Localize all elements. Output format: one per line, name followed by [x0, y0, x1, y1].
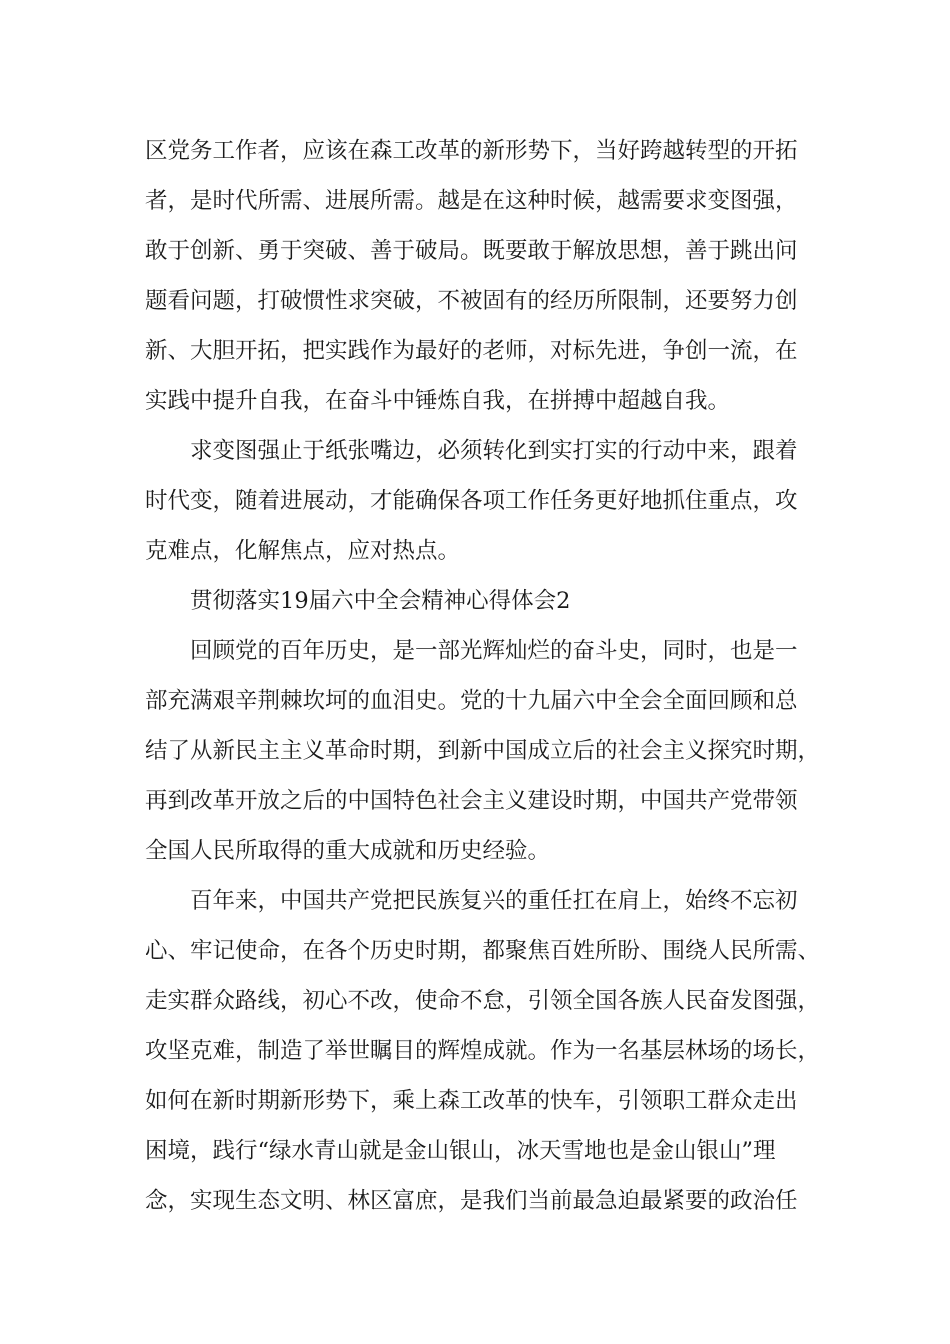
paragraph-line: 区党务工作者，应该在森工改革的新形势下，当好跨越转型的开拓	[145, 138, 798, 164]
paragraph-line: 心、牢记使命，在各个历史时期，都聚焦百姓所盼、围绕人民所需、	[145, 938, 821, 964]
paragraph-line: 实践中提升自我，在奋斗中锤炼自我，在拼搏中超越自我。	[145, 388, 731, 414]
paragraph-line: 百年来，中国共产党把民族复兴的重任扛在肩上，始终不忘初	[190, 888, 798, 914]
paragraph-line: 克难点，化解焦点，应对热点。	[145, 538, 461, 564]
section-heading: 贯彻落实19届六中全会精神心得体会2	[190, 588, 571, 614]
paragraph-line: 走实群众路线，初心不改，使命不怠，引领全国各族人民奋发图强，	[145, 988, 821, 1014]
paragraph-line: 题看问题，打破惯性求突破，不被固有的经历所限制，还要努力创	[145, 288, 798, 314]
paragraph-line: 结了从新民主主义革命时期，到新中国成立后的社会主义探究时期，	[145, 738, 821, 764]
paragraph-line: 回顾党的百年历史，是一部光辉灿烂的奋斗史，同时，也是一	[190, 638, 798, 664]
paragraph-line: 者，是时代所需、进展所需。越是在这种时候，越需要求变图强，	[145, 188, 798, 214]
paragraph-line: 新、大胆开拓，把实践作为最好的老师，对标先进，争创一流，在	[145, 338, 798, 364]
paragraph-line: 全国人民所取得的重大成就和历史经验。	[145, 838, 551, 864]
paragraph-line: 再到改革开放之后的中国特色社会主义建设时期，中国共产党带领	[145, 788, 798, 814]
paragraph-line: 部充满艰辛荆棘坎坷的血泪史。党的十九届六中全会全面回顾和总	[145, 688, 798, 714]
paragraph-line: 敢于创新、勇于突破、善于破局。既要敢于解放思想，善于跳出问	[145, 238, 798, 264]
paragraph-line: 困境，践行“绿水青山就是金山银山，冰天雪地也是金山银山”理	[145, 1138, 776, 1164]
paragraph-line: 攻坚克难，制造了举世瞩目的辉煌成就。作为一名基层林场的场长，	[145, 1038, 821, 1064]
paragraph-line: 求变图强止于纸张嘴边，必须转化到实打实的行动中来，跟着	[190, 438, 798, 464]
document-body	[145, 126, 821, 1226]
paragraph-line: 时代变，随着进展动，才能确保各项工作任务更好地抓住重点，攻	[145, 488, 798, 514]
paragraph-line: 如何在新时期新形势下，乘上森工改革的快车，引领职工群众走出	[145, 1088, 798, 1114]
paragraph-line: 念，实现生态文明、林区富庶，是我们当前最急迫最紧要的政治任	[145, 1188, 798, 1214]
